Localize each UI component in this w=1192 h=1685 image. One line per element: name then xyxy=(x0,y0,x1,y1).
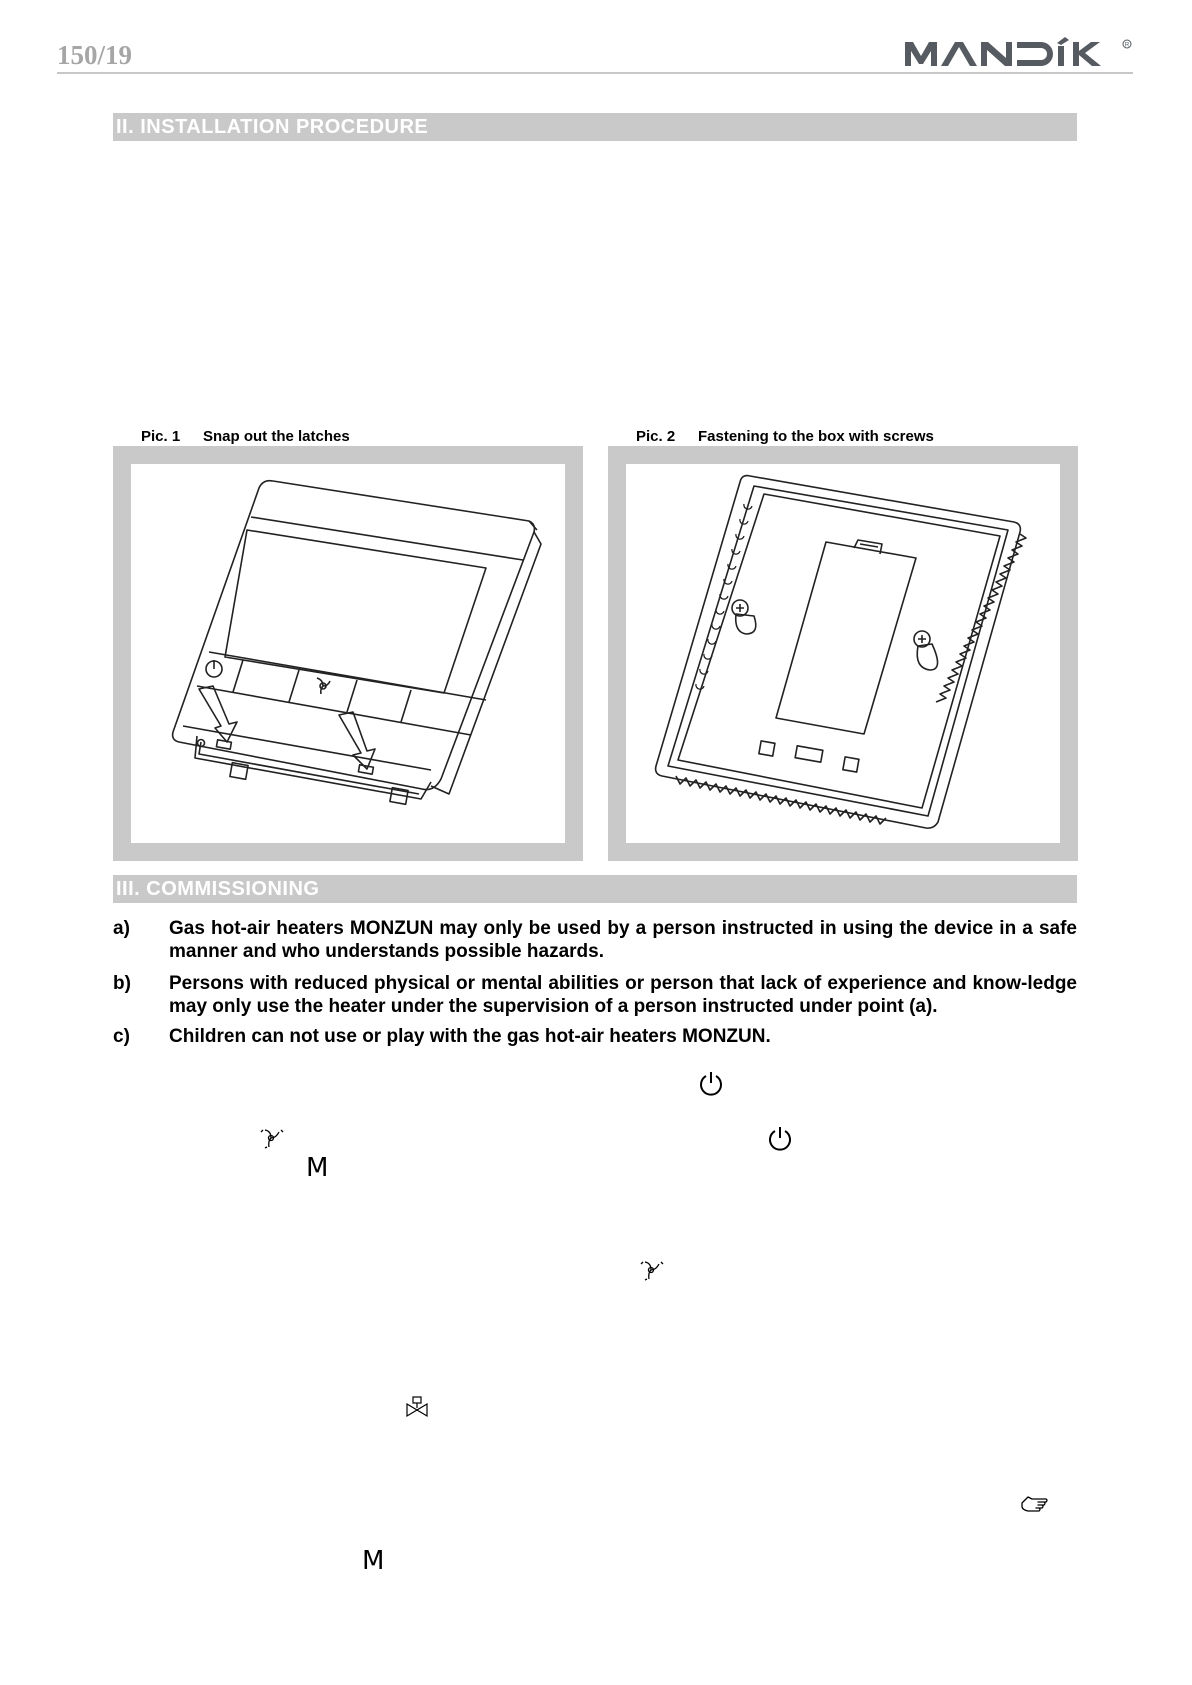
figure-caption-text: Fastening to the box with screws xyxy=(698,428,934,445)
figure-number: Pic. 2 xyxy=(636,428,676,445)
commissioning-item-b xyxy=(113,972,1077,1018)
figure-1-frame xyxy=(113,446,583,861)
power-icon xyxy=(697,1069,725,1097)
figure-number: Pic. 1 xyxy=(141,428,181,445)
item-letter: a) xyxy=(113,918,130,939)
commissioning-item-a xyxy=(113,917,1077,963)
page-number: 150/19 xyxy=(57,40,133,70)
item-text: Persons with reduced physical or mental abilities or person that lack of experience and know-ledge may only use the heater under the supervision of a person instructed under point (a). xyxy=(169,973,1077,1017)
figure-2-frame xyxy=(608,446,1078,861)
hand-icon xyxy=(1020,1493,1050,1515)
figure-1-canvas xyxy=(131,464,565,843)
fan-icon xyxy=(257,1126,285,1150)
svg-text:R: R xyxy=(1124,42,1130,49)
valve-icon xyxy=(405,1396,429,1418)
figure-caption-text: Snap out the latches xyxy=(203,428,350,445)
thermostat-front-illustration xyxy=(131,464,565,843)
power-icon xyxy=(766,1124,794,1152)
header-rule xyxy=(57,72,1133,74)
mode-m-icon: M xyxy=(306,1153,329,1183)
commissioning-item-c xyxy=(113,1025,1077,1048)
item-text: Gas hot-air heaters MONZUN may only be used by a person instructed in using the device in a safe manner and who understands possible hazards. xyxy=(169,918,1077,962)
section-title-commissioning: III. COMMISSIONING xyxy=(113,875,1077,903)
figure-caption-1 xyxy=(141,428,350,445)
thermostat-back-illustration xyxy=(626,464,1060,843)
mode-m-icon: M xyxy=(362,1546,385,1576)
item-letter: c) xyxy=(113,1026,130,1047)
item-text: Children can not use or play with the gas hot-air heaters MONZUN. xyxy=(169,1026,771,1047)
mandik-logo xyxy=(905,34,1135,74)
figure-caption-2 xyxy=(636,428,934,445)
fan-icon xyxy=(637,1258,665,1282)
figure-2-canvas xyxy=(626,464,1060,843)
item-letter: b) xyxy=(113,973,131,994)
section-title-installation: II. INSTALLATION PROCEDURE xyxy=(113,113,1077,141)
